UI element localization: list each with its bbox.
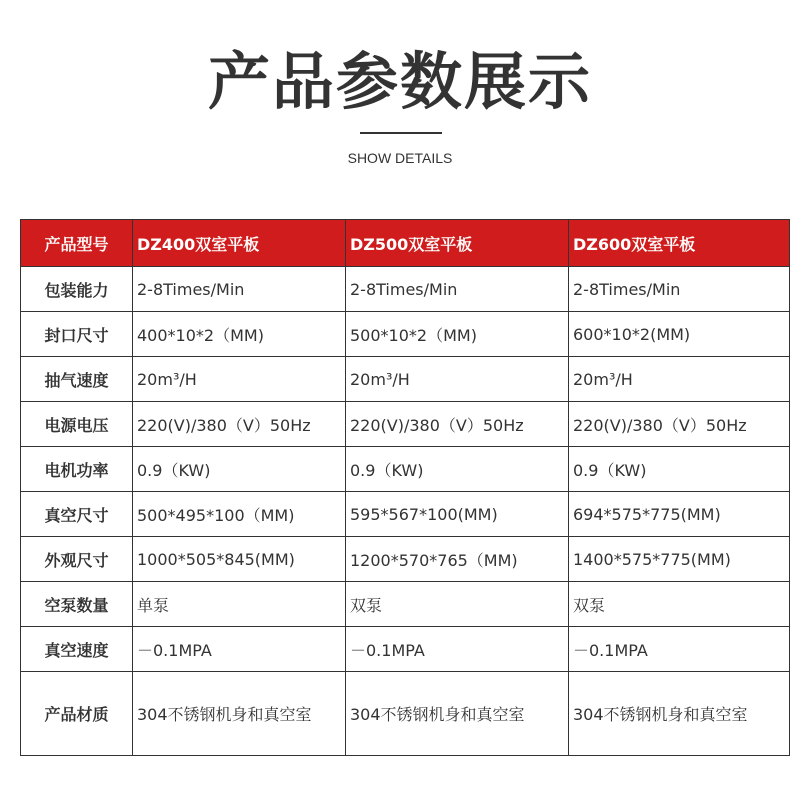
table-row xyxy=(21,312,790,357)
table-cell: 220(V)/380（V）50Hz xyxy=(569,402,790,447)
table-cell: 500*495*100（MM) xyxy=(133,492,346,537)
spec-table xyxy=(20,219,790,756)
table-row xyxy=(21,267,790,312)
column-header: DZ400双室平板 xyxy=(133,220,346,267)
column-header: DZ500双室平板 xyxy=(346,220,569,267)
table-header-row xyxy=(21,220,790,267)
table-cell: 2-8Times/Min xyxy=(569,267,790,312)
table-row xyxy=(21,672,790,756)
table-row xyxy=(21,537,790,582)
table-cell: 双泵 xyxy=(346,582,569,627)
table-row xyxy=(21,627,790,672)
table-cell: 595*567*100(MM) xyxy=(346,492,569,537)
table-row xyxy=(21,492,790,537)
table-cell: 220(V)/380（V）50Hz xyxy=(346,402,569,447)
page-subtitle: SHOW DETAILS xyxy=(347,150,453,166)
title-divider xyxy=(360,132,442,134)
table-cell: 1400*575*775(MM) xyxy=(569,537,790,582)
row-label: 电机功率 xyxy=(21,447,133,492)
row-label: 真空速度 xyxy=(21,627,133,672)
table-cell: 500*10*2（MM) xyxy=(346,312,569,357)
table-cell: 2-8Times/Min xyxy=(346,267,569,312)
table-cell: 400*10*2（MM) xyxy=(133,312,346,357)
table-row xyxy=(21,447,790,492)
row-label: 包装能力 xyxy=(21,267,133,312)
table-row xyxy=(21,357,790,402)
page-title: 产品参数展示 xyxy=(207,45,592,118)
table-row xyxy=(21,402,790,447)
row-label: 封口尺寸 xyxy=(21,312,133,357)
table-cell: 20m³/H xyxy=(346,357,569,402)
table-cell: 304不锈钢机身和真空室 xyxy=(133,672,346,756)
column-header: DZ600双室平板 xyxy=(569,220,790,267)
column-header: 产品型号 xyxy=(21,220,133,267)
table-cell: －0.1MPA xyxy=(133,627,346,672)
table-cell: 600*10*2(MM) xyxy=(569,312,790,357)
table-cell: 694*575*775(MM) xyxy=(569,492,790,537)
table-row xyxy=(21,582,790,627)
table-cell: 0.9（KW) xyxy=(569,447,790,492)
row-label: 产品材质 xyxy=(21,672,133,756)
row-label: 电源电压 xyxy=(21,402,133,447)
table-cell: 1200*570*765（MM) xyxy=(346,537,569,582)
table-cell: 0.9（KW) xyxy=(346,447,569,492)
table-cell: 20m³/H xyxy=(133,357,346,402)
table-cell: 220(V)/380（V）50Hz xyxy=(133,402,346,447)
table-cell: 2-8Times/Min xyxy=(133,267,346,312)
row-label: 抽气速度 xyxy=(21,357,133,402)
table-cell: 304不锈钢机身和真空室 xyxy=(346,672,569,756)
table-cell: －0.1MPA xyxy=(346,627,569,672)
table-cell: 304不锈钢机身和真空室 xyxy=(569,672,790,756)
row-label: 空泵数量 xyxy=(21,582,133,627)
table-cell: 单泵 xyxy=(133,582,346,627)
table-cell: 1000*505*845(MM) xyxy=(133,537,346,582)
table-cell: －0.1MPA xyxy=(569,627,790,672)
row-label: 外观尺寸 xyxy=(21,537,133,582)
table-cell: 20m³/H xyxy=(569,357,790,402)
row-label: 真空尺寸 xyxy=(21,492,133,537)
table-cell: 双泵 xyxy=(569,582,790,627)
table-cell: 0.9（KW) xyxy=(133,447,346,492)
